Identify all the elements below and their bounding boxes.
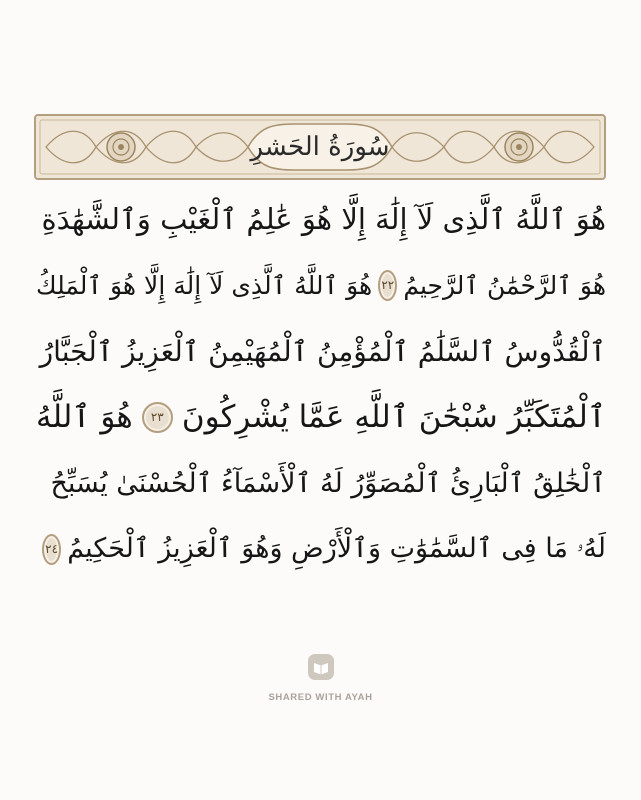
verse-text: ٱلْقُدُّوسُ ٱلسَّلَٰمُ ٱلْمُؤْمِنُ ٱلْمُهَيْمِنُ ٱلْعَزِيزُ ٱلْجَبَّارُ xyxy=(39,334,606,368)
verse-line-6 xyxy=(36,516,606,582)
ayah-number-marker[interactable]: ٢٤ xyxy=(42,534,61,565)
verse-line-1 xyxy=(36,186,606,252)
verse-line-2 xyxy=(36,252,606,318)
ayah-number-marker[interactable]: ٢٢ xyxy=(378,270,397,301)
verse-text: هُوَ ٱللَّهُ ٱلَّذِى لَآ إِلَٰهَ إِلَّا هُوَ ٱلْمَلِكُ xyxy=(36,270,373,300)
ayah-number-marker[interactable]: ٢٣ xyxy=(142,402,173,433)
verse-line-4 xyxy=(36,384,606,450)
verse-line-3 xyxy=(36,318,606,384)
surah-title: سُورَةُ الحَشرِ xyxy=(250,132,390,162)
verse-text: ٱلْمُتَكَبِّرُ سُبْحَٰنَ ٱللَّهِ عَمَّا يُشْرِكُونَ xyxy=(181,399,606,435)
ayah-book-icon xyxy=(308,654,334,680)
verse-block xyxy=(36,186,606,582)
verse-text: هُوَ ٱللَّهُ xyxy=(36,399,133,435)
brand-label: SHARED WITH AYAH xyxy=(268,692,373,703)
surah-header-banner xyxy=(34,114,606,180)
verse-text: هُوَ ٱللَّهُ ٱلَّذِى لَآ إِلَٰهَ إِلَّا هُوَ عَٰلِمُ ٱلْغَيْبِ وَٱلشَّهَٰدَةِ xyxy=(41,202,606,236)
verse-text: لَهُۥ مَا فِى ٱلسَّمَٰوَٰتِ وَٱلْأَرْضِ وَهُوَ ٱلْعَزِيزُ ٱلْحَكِيمُ xyxy=(67,533,606,564)
verse-text: ٱلْخَٰلِقُ ٱلْبَارِئُ ٱلْمُصَوِّرُ لَهُ ٱلْأَسْمَآءُ ٱلْحُسْنَىٰ يُسَبِّحُ xyxy=(50,467,606,499)
verse-line-5 xyxy=(36,450,606,516)
ayah-branding[interactable] xyxy=(0,654,641,703)
verse-text: هُوَ ٱلرَّحْمَٰنُ ٱلرَّحِيمُ xyxy=(403,270,606,300)
